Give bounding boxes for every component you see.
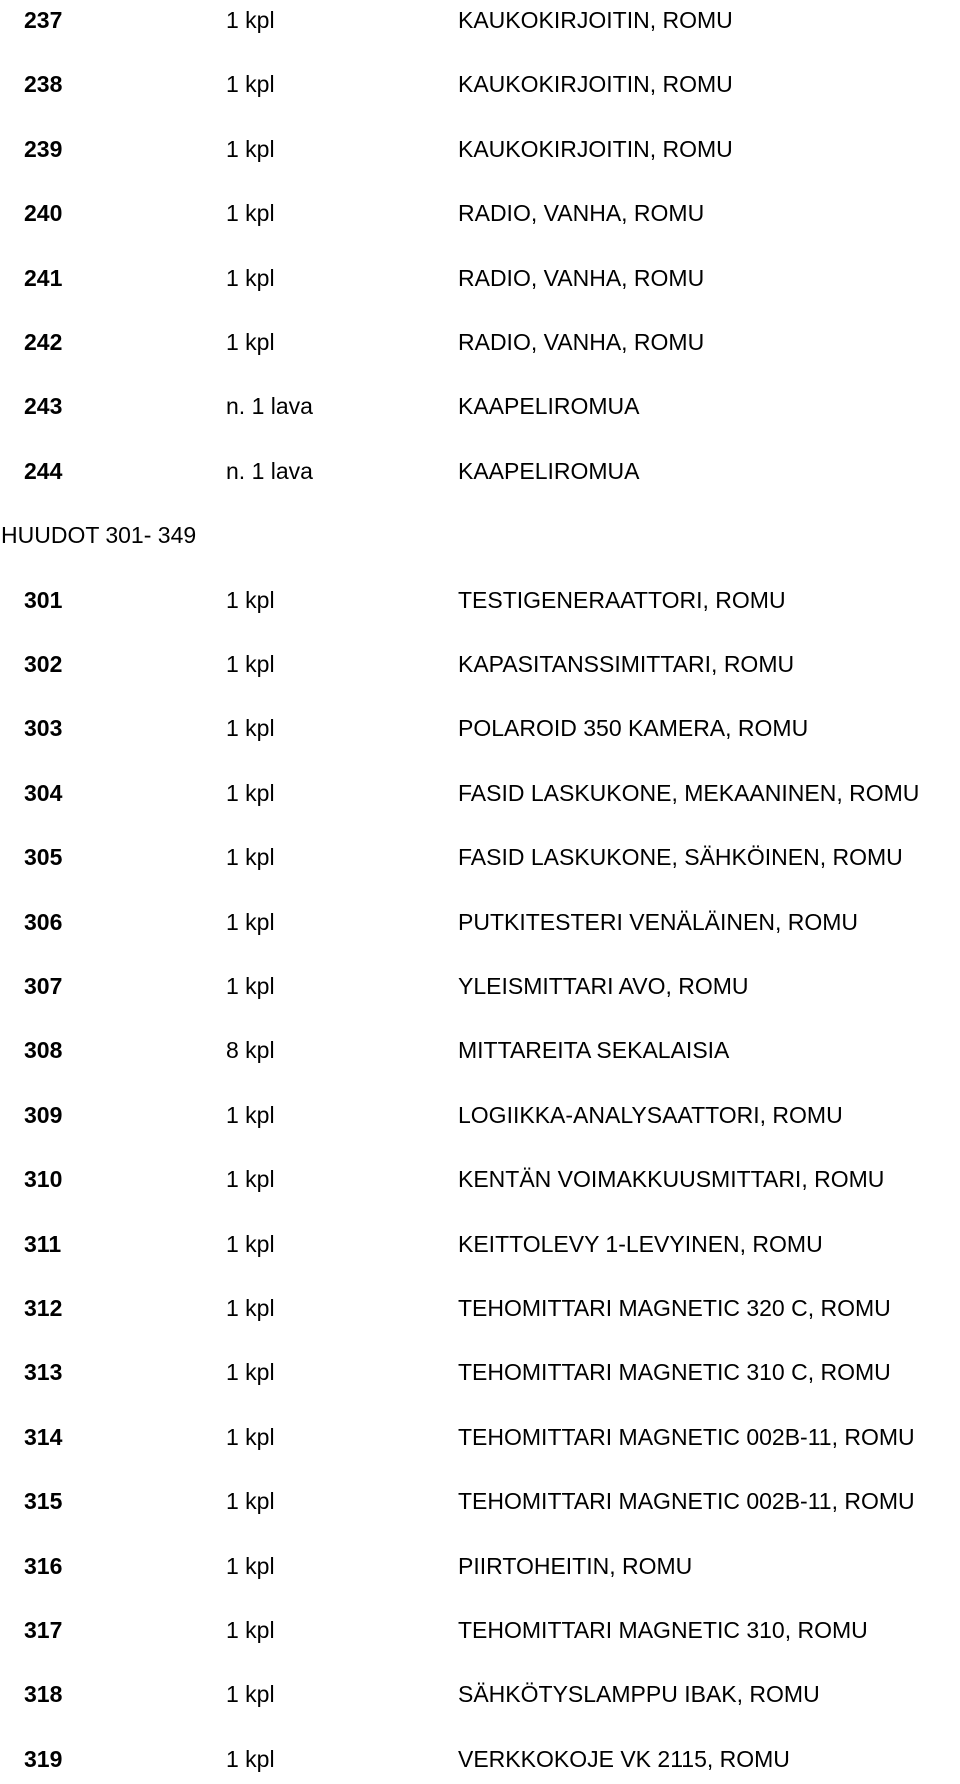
item-number: 308 bbox=[24, 1037, 63, 1064]
item-number: 302 bbox=[24, 651, 63, 677]
item-quantity: 1 kpl bbox=[226, 1166, 275, 1193]
item-row bbox=[0, 966, 960, 1006]
item-quantity: 1 kpl bbox=[226, 71, 275, 98]
item-quantity: 1 kpl bbox=[226, 908, 275, 935]
item-row bbox=[0, 0, 960, 40]
item-row bbox=[0, 386, 960, 426]
item-quantity: 1 kpl bbox=[226, 200, 275, 227]
item-description: TESTIGENERAATTORI, ROMU bbox=[458, 586, 786, 613]
item-number: 318 bbox=[24, 1681, 63, 1708]
item-description: TEHOMITTARI MAGNETIC 002B-11, ROMU bbox=[458, 1488, 915, 1515]
item-description: VERKKOKOJE VK 2115, ROMU bbox=[458, 1745, 790, 1772]
item-number: 240 bbox=[24, 200, 63, 227]
item-number: 244 bbox=[24, 457, 63, 484]
item-number: 315 bbox=[24, 1488, 63, 1515]
item-row bbox=[0, 644, 960, 684]
item-quantity: 1 kpl bbox=[226, 1617, 275, 1643]
item-number: 301 bbox=[24, 586, 63, 613]
item-number: 309 bbox=[24, 1101, 63, 1128]
item-quantity: 1 kpl bbox=[226, 973, 275, 999]
item-quantity: 1 kpl bbox=[226, 715, 275, 742]
item-description: FASID LASKUKONE, MEKAANINEN, ROMU bbox=[458, 779, 920, 806]
item-row bbox=[0, 1674, 960, 1714]
item-number: 307 bbox=[24, 973, 63, 999]
item-number: 243 bbox=[24, 393, 63, 420]
item-row bbox=[0, 902, 960, 942]
item-description: TEHOMITTARI MAGNETIC 310, ROMU bbox=[458, 1617, 868, 1643]
item-row bbox=[0, 193, 960, 233]
item-description: KAUKOKIRJOITIN, ROMU bbox=[458, 7, 733, 33]
item-number: 239 bbox=[24, 135, 63, 162]
section-heading-text: HUUDOT 301- 349 bbox=[1, 522, 197, 549]
item-quantity: 1 kpl bbox=[226, 651, 275, 677]
item-quantity: 1 kpl bbox=[226, 1552, 275, 1579]
item-row bbox=[0, 773, 960, 813]
item-quantity: 1 kpl bbox=[226, 1423, 275, 1450]
item-quantity: 1 kpl bbox=[226, 779, 275, 806]
item-number: 306 bbox=[24, 908, 63, 935]
item-description: TEHOMITTARI MAGNETIC 310 C, ROMU bbox=[458, 1359, 891, 1386]
item-quantity: n. 1 lava bbox=[226, 393, 313, 420]
item-quantity: 1 kpl bbox=[226, 329, 275, 355]
item-number: 310 bbox=[24, 1166, 63, 1193]
item-row bbox=[0, 1224, 960, 1264]
item-row bbox=[0, 1352, 960, 1392]
item-quantity: 1 kpl bbox=[226, 1488, 275, 1515]
item-description: RADIO, VANHA, ROMU bbox=[458, 200, 705, 227]
item-quantity: n. 1 lava bbox=[226, 457, 313, 484]
item-row bbox=[0, 1288, 960, 1328]
item-row bbox=[0, 1417, 960, 1457]
item-description: KAUKOKIRJOITIN, ROMU bbox=[458, 71, 733, 98]
item-quantity: 1 kpl bbox=[226, 1230, 275, 1257]
item-row bbox=[0, 837, 960, 877]
item-row bbox=[0, 129, 960, 169]
item-number: 317 bbox=[24, 1617, 63, 1643]
item-row bbox=[0, 1030, 960, 1070]
item-quantity: 8 kpl bbox=[226, 1037, 275, 1064]
item-description: RADIO, VANHA, ROMU bbox=[458, 329, 705, 355]
item-description: FASID LASKUKONE, SÄHKÖINEN, ROMU bbox=[458, 844, 903, 871]
item-number: 242 bbox=[24, 329, 63, 355]
item-description: TEHOMITTARI MAGNETIC 002B-11, ROMU bbox=[458, 1423, 915, 1450]
item-row bbox=[0, 580, 960, 620]
item-number: 241 bbox=[24, 264, 63, 291]
item-description: KAUKOKIRJOITIN, ROMU bbox=[458, 135, 733, 162]
item-quantity: 1 kpl bbox=[226, 135, 275, 162]
item-row bbox=[0, 322, 960, 362]
item-row bbox=[0, 708, 960, 748]
item-row bbox=[0, 1095, 960, 1135]
item-description: KAAPELIROMUA bbox=[458, 393, 640, 420]
item-row bbox=[0, 1546, 960, 1586]
item-description: PIIRTOHEITIN, ROMU bbox=[458, 1552, 693, 1579]
item-description: YLEISMITTARI AVO, ROMU bbox=[458, 973, 749, 999]
item-quantity: 1 kpl bbox=[226, 1359, 275, 1386]
item-description: KENTÄN VOIMAKKUUSMITTARI, ROMU bbox=[458, 1166, 885, 1193]
item-number: 304 bbox=[24, 779, 63, 806]
item-number: 312 bbox=[24, 1295, 63, 1321]
item-number: 314 bbox=[24, 1423, 63, 1450]
item-number: 313 bbox=[24, 1359, 63, 1386]
item-row bbox=[0, 1481, 960, 1521]
item-description: KAPASITANSSIMITTARI, ROMU bbox=[458, 651, 795, 677]
item-number: 319 bbox=[24, 1745, 63, 1772]
item-number: 238 bbox=[24, 71, 63, 98]
item-row bbox=[0, 1610, 960, 1650]
item-quantity: 1 kpl bbox=[226, 1101, 275, 1128]
item-description: TEHOMITTARI MAGNETIC 320 C, ROMU bbox=[458, 1295, 891, 1321]
item-description: RADIO, VANHA, ROMU bbox=[458, 264, 705, 291]
item-number: 237 bbox=[24, 7, 63, 33]
item-row bbox=[0, 1159, 960, 1199]
item-number: 311 bbox=[24, 1230, 62, 1257]
item-row bbox=[0, 1739, 960, 1779]
item-number: 316 bbox=[24, 1552, 63, 1579]
item-quantity: 1 kpl bbox=[226, 844, 275, 871]
item-number: 305 bbox=[24, 844, 63, 871]
item-quantity: 1 kpl bbox=[226, 1295, 275, 1321]
item-quantity: 1 kpl bbox=[226, 7, 275, 33]
item-description: SÄHKÖTYSLAMPPU IBAK, ROMU bbox=[458, 1681, 820, 1708]
item-description: PUTKITESTERI VENÄLÄINEN, ROMU bbox=[458, 908, 859, 935]
item-quantity: 1 kpl bbox=[226, 586, 275, 613]
item-quantity: 1 kpl bbox=[226, 1681, 275, 1708]
item-description: KEITTOLEVY 1-LEVYINEN, ROMU bbox=[458, 1230, 823, 1257]
item-quantity: 1 kpl bbox=[226, 1745, 275, 1772]
item-description: KAAPELIROMUA bbox=[458, 457, 640, 484]
item-description: MITTAREITA SEKALAISIA bbox=[458, 1037, 730, 1064]
item-quantity: 1 kpl bbox=[226, 264, 275, 291]
item-row bbox=[0, 258, 960, 298]
item-description: LOGIIKKA-ANALYSAATTORI, ROMU bbox=[458, 1101, 843, 1128]
item-description: POLAROID 350 KAMERA, ROMU bbox=[458, 715, 809, 742]
item-number: 303 bbox=[24, 715, 63, 742]
item-row bbox=[0, 64, 960, 104]
item-row bbox=[0, 451, 960, 491]
